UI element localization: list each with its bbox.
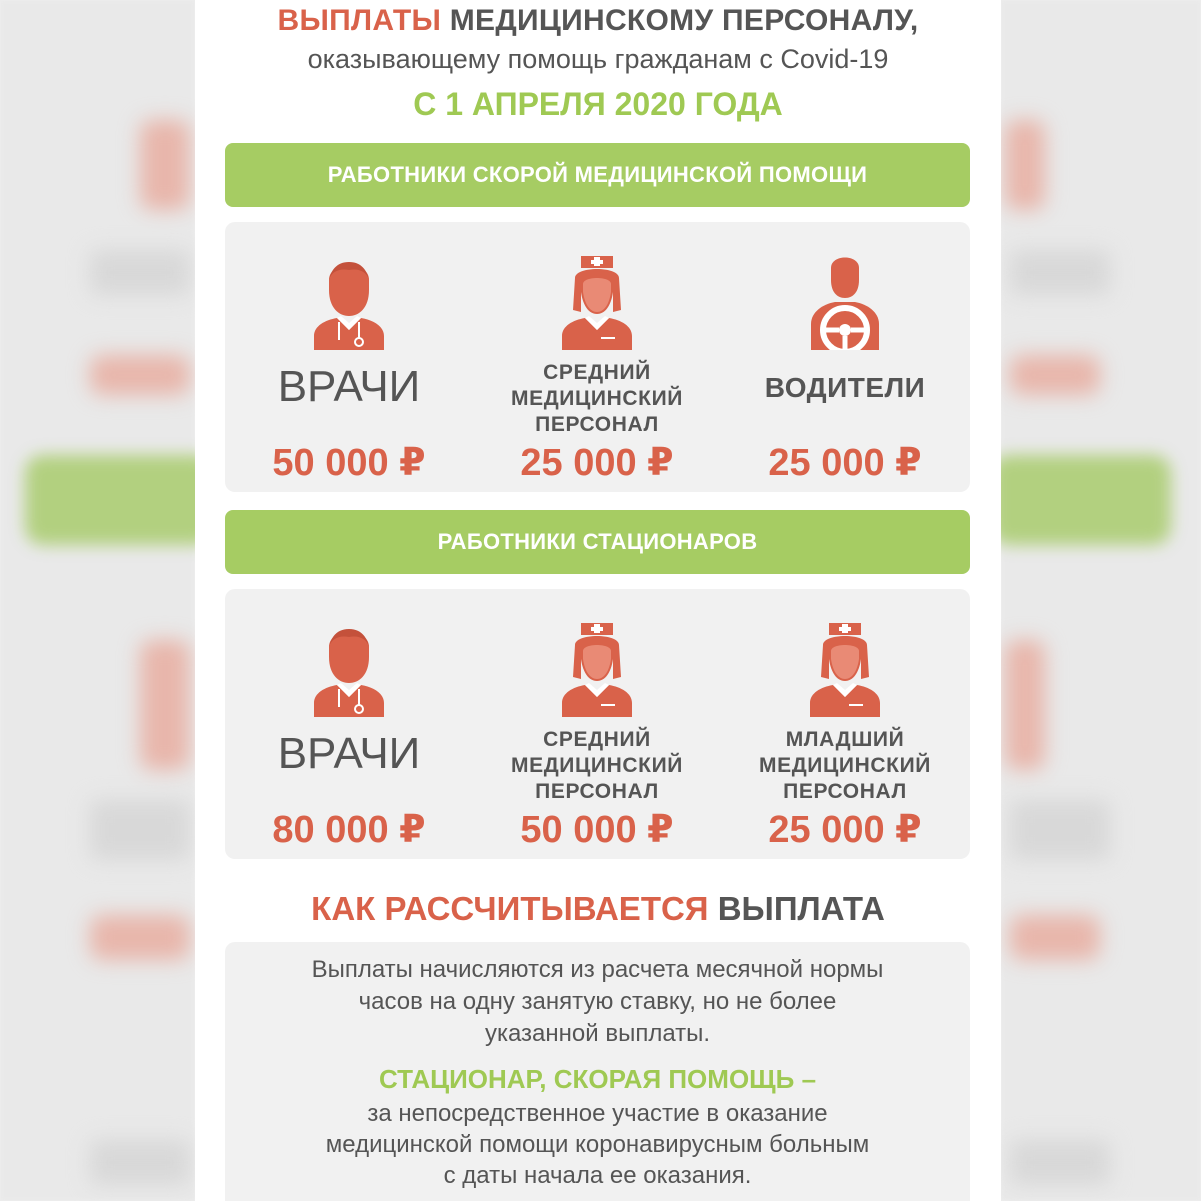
role-line: МЕДИЦИНСКИЙ: [759, 754, 931, 777]
calc-title-red-part: КАК РАССЧИТЫВАЕТСЯ: [311, 890, 709, 927]
background-blur: [1010, 250, 1110, 295]
hospital-junior-staff: [721, 589, 969, 859]
role-label: ВРАЧИ: [277, 362, 421, 411]
payment-amount: 25 000 ₽: [768, 809, 922, 851]
text-line: Выплаты начисляются из расчета месячной нормы: [311, 956, 884, 983]
title-red-part: ВЫПЛАТЫ: [277, 4, 442, 37]
background-blur: [90, 800, 190, 860]
calc-section-title: [195, 890, 1001, 928]
payment-amount: 50 000 ₽: [272, 442, 426, 484]
background-blur: [90, 250, 190, 295]
background-blur: [90, 915, 190, 960]
nurse-icon: [805, 617, 885, 717]
background-blur: [1005, 640, 1045, 770]
background-blur: [1010, 800, 1110, 860]
hospital-panel: [225, 589, 970, 859]
background-blur: [991, 455, 1171, 545]
background-blur: [1010, 1140, 1110, 1185]
doctor-icon: [309, 250, 389, 350]
page-title: [195, 4, 1001, 38]
text-line: часов на одну занятую ставку, но не более: [358, 988, 837, 1015]
text-line: указанной выплаты.: [484, 1020, 711, 1047]
role-label: ВОДИТЕЛИ: [764, 372, 926, 403]
background-blur: [1010, 915, 1100, 960]
background-blur: [25, 455, 215, 545]
nurse-icon: [557, 617, 637, 717]
calc-info-panel: [225, 942, 970, 1201]
text-line: медицинской помощи коронавирусным больным: [325, 1131, 870, 1158]
role-line: МЕДИЦИНСКИЙ: [511, 387, 683, 410]
ambulance-nurses: [473, 222, 721, 492]
role-label: [473, 727, 721, 805]
driver-icon: [805, 250, 885, 350]
page-subtitle: оказывающему помощь гражданам с Covid-19: [307, 44, 889, 74]
payment-amount: 25 000 ₽: [520, 442, 674, 484]
ambulance-doctors: [225, 222, 473, 492]
role-line: ПЕРСОНАЛ: [783, 780, 907, 803]
calc-title-rest-part: ВЫПЛАТА: [717, 890, 885, 927]
role-line: СРЕДНИЙ: [543, 728, 651, 751]
role-line: МЛАДШИЙ: [785, 728, 905, 751]
text-line: с даты начала ее оказания.: [443, 1162, 752, 1189]
doctor-icon: [309, 617, 389, 717]
hospital-band: РАБОТНИКИ СТАЦИОНАРОВ: [225, 510, 970, 574]
role-label: [473, 360, 721, 438]
background-blur: [1010, 355, 1100, 395]
role-line: ПЕРСОНАЛ: [535, 780, 659, 803]
background-blur: [140, 120, 190, 210]
ambulance-band: РАБОТНИКИ СКОРОЙ МЕДИЦИНСКОЙ ПОМОЩИ: [225, 143, 970, 207]
background-blur: [90, 1140, 190, 1185]
role-label: ВРАЧИ: [277, 729, 421, 778]
payment-amount: 50 000 ₽: [520, 809, 674, 851]
background-blur: [1005, 120, 1045, 210]
title-rest-part: МЕДИЦИНСКОМУ ПЕРСОНАЛУ,: [449, 4, 919, 37]
payment-amount: 80 000 ₽: [272, 809, 426, 851]
hospital-nurses: [473, 589, 721, 859]
text-line: за непосредственное участие в оказание: [367, 1100, 828, 1127]
calc-accent: СТАЦИОНАР, СКОРАЯ ПОМОЩЬ –: [378, 1064, 817, 1094]
role-line: МЕДИЦИНСКИЙ: [511, 754, 683, 777]
calc-description: [245, 954, 950, 1050]
ambulance-panel: [225, 222, 970, 492]
role-label: [721, 727, 969, 805]
nurse-icon: [557, 250, 637, 350]
role-line: ПЕРСОНАЛ: [535, 413, 659, 436]
ambulance-drivers: [721, 222, 969, 492]
hospital-doctors: [225, 589, 473, 859]
background-blur: [140, 640, 190, 770]
role-line: СРЕДНИЙ: [543, 361, 651, 384]
infographic-card: [195, 0, 1001, 1201]
payment-amount: 25 000 ₽: [768, 442, 922, 484]
background-blur: [90, 355, 190, 395]
effective-date: С 1 АПРЕЛЯ 2020 ГОДА: [413, 86, 783, 122]
calc-condition: [245, 1098, 950, 1191]
